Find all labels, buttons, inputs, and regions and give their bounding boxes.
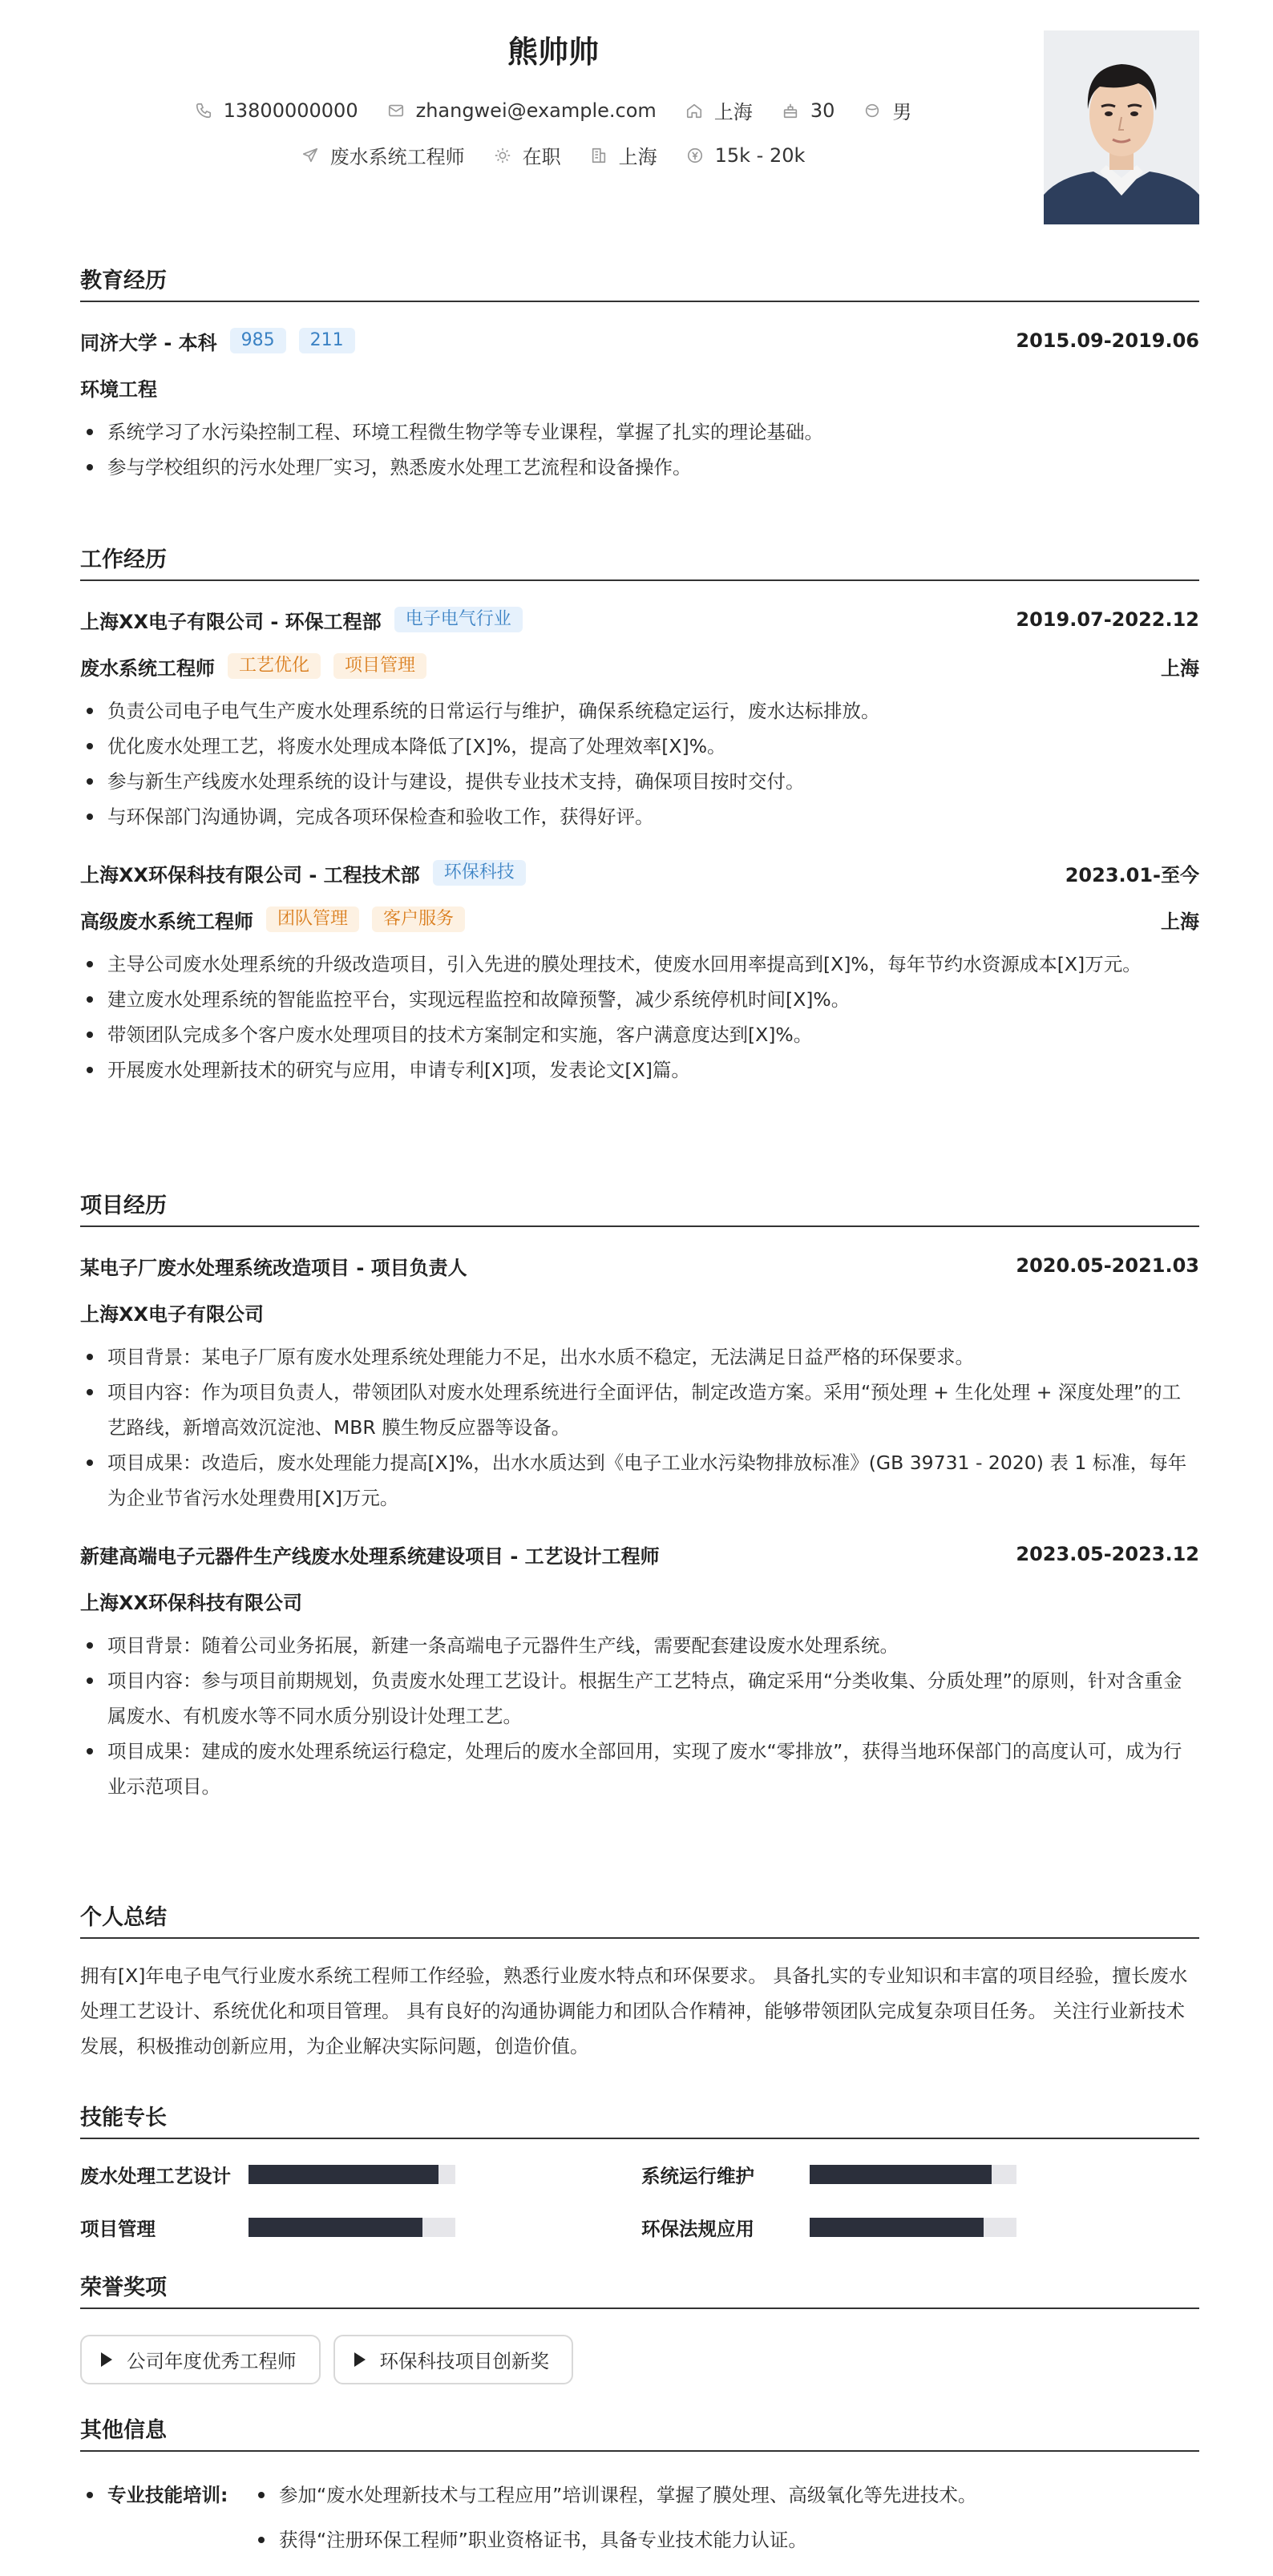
- list-item: 项目成果：改造后，废水处理能力提高[X]%，出水水质达到《电子工业水污染物排放标准》(GB 39731 - 2020) 表 1 标准，每年为企业节省污水处理费用[X]万元。: [80, 1445, 1199, 1516]
- skill-item: [641, 2160, 1199, 2189]
- job-1-industry-tag: 电子电气行业: [394, 607, 523, 632]
- list-item: 参与学校组织的污水处理厂实习，熟悉废水处理工艺流程和设备操作。: [80, 450, 1199, 485]
- play-icon: [101, 2352, 112, 2367]
- job-1-company: 上海XX电子有限公司 - 环保工程部: [80, 610, 382, 633]
- job-intent-row: [80, 141, 1026, 169]
- phone-item: [195, 99, 358, 122]
- awards-list: [80, 2335, 1199, 2384]
- job-1-role-tag: 工艺优化: [228, 653, 321, 679]
- awards-section: [80, 2270, 1199, 2384]
- skill-fill: [810, 2218, 984, 2237]
- list-item: 系统学习了水污染控制工程、环境工程微生物学等专业课程，掌握了扎实的理论基础。: [80, 414, 1199, 450]
- major-name: 环境工程: [80, 378, 157, 401]
- candidate-name: 熊帅帅: [507, 34, 599, 70]
- job-2-city: 上海: [1161, 910, 1199, 933]
- project-1-company: 上海XX电子有限公司: [80, 1302, 265, 1326]
- skill-label: 环保法规应用: [641, 2218, 754, 2240]
- school-tag-211: 211: [299, 328, 355, 353]
- age-item: [782, 99, 835, 122]
- skill-item: [80, 2160, 641, 2189]
- skill-fill: [810, 2165, 992, 2184]
- list-item: 项目内容：参与项目前期规划，负责废水处理工艺设计。根据生产工艺特点，确定采用“分类收集、分质处理”的原则，针对含重金属废水、有机废水等不同水质分别设计处理工艺。: [80, 1663, 1199, 1734]
- list-item: 参加“废水处理新技术与工程应用”培训课程，掌握了膜处理、高级氧化等先进技术。: [252, 2473, 976, 2517]
- money-icon: [686, 147, 704, 164]
- project-1-bullets: [80, 1339, 1199, 1516]
- avatar: [1044, 30, 1199, 224]
- education-entry-head: [80, 326, 1199, 355]
- project-2-head: [80, 1540, 1199, 1569]
- award-label: 公司年度优秀工程师: [127, 2350, 297, 2372]
- status-icon: [494, 147, 511, 164]
- projects-section: [80, 1188, 1199, 1804]
- position-text: 废水系统工程师: [329, 146, 465, 168]
- list-item: 主导公司废水处理系统的升级改造项目，引入先进的膜处理技术，使废水回用率提高到[X]%，每年节约水资源成本[X]万元。: [80, 947, 1199, 982]
- gender-item: [863, 96, 911, 124]
- phone-icon: [195, 102, 212, 119]
- skill-bar: [249, 2218, 455, 2237]
- skills-grid: [80, 2160, 1199, 2242]
- school-name: 同济大学 - 本科: [80, 331, 217, 354]
- avatar-illustration: [1044, 30, 1199, 224]
- job-2-bullets: [80, 947, 1199, 1088]
- age-text: 30: [810, 99, 835, 122]
- job-2-role-row: [80, 905, 1199, 934]
- status-item: [494, 141, 561, 169]
- job-1-role-tag: 项目管理: [333, 653, 426, 679]
- projects-title: 项目经历: [80, 1188, 1199, 1227]
- send-icon: [301, 147, 319, 164]
- job-2-industry-tag: 环保科技: [433, 860, 526, 886]
- summary-section: [80, 1900, 1199, 2064]
- skill-item: [80, 2213, 641, 2242]
- education-date: 2015.09-2019.06: [1016, 329, 1199, 352]
- list-item: 负责公司电子电气生产废水处理系统的日常运行与维护，确保系统稳定运行，废水达标排放。: [80, 693, 1199, 729]
- list-item: 项目背景：某电子厂原有废水处理系统处理能力不足，出水水质不稳定，无法满足日益严格的环保要求。: [80, 1339, 1199, 1375]
- list-item: 与环保部门沟通协调，完成各项环保检查和验收工作，获得好评。: [80, 799, 1199, 834]
- skill-label: 系统运行维护: [641, 2165, 754, 2187]
- job-1-city: 上海: [1161, 656, 1199, 680]
- building-icon: [590, 147, 608, 164]
- skill-fill: [249, 2218, 422, 2237]
- job-2-role-tag: 客户服务: [372, 906, 465, 932]
- target-city-item: [590, 141, 657, 169]
- award-label: 环保科技项目创新奖: [379, 2350, 549, 2372]
- list-item: 优化废水处理工艺，将废水处理成本降低了[X]%，提高了处理效率[X]%。: [80, 729, 1199, 764]
- project-1-name: 某电子厂废水处理系统改造项目 - 项目负责人: [80, 1256, 467, 1279]
- job-1-head: [80, 605, 1199, 634]
- play-icon: [354, 2352, 366, 2367]
- location-text: 上海: [713, 101, 753, 123]
- salary-item: [686, 144, 806, 167]
- mail-icon: [387, 102, 405, 119]
- education-title: 教育经历: [80, 263, 1199, 302]
- email-item: [387, 99, 657, 122]
- target-city-text: 上海: [618, 146, 657, 168]
- awards-title: 荣誉奖项: [80, 2270, 1199, 2309]
- skill-item: [641, 2213, 1199, 2242]
- list-item: 带领团队完成多个客户废水处理项目的技术方案制定和实施，客户满意度达到[X]%。: [80, 1017, 1199, 1052]
- project-2-company: 上海XX环保科技有限公司: [80, 1591, 303, 1614]
- job-1-role-row: [80, 652, 1199, 680]
- skill-bar: [810, 2165, 1016, 2184]
- job-2-role: 高级废水系统工程师: [80, 910, 253, 933]
- list-item: 项目内容：作为项目负责人，带领团队对废水处理系统进行全面评估，制定改造方案。采用“预处理 + 生化处理 + 深度处理”的工艺路线，新增高效沉淀池、MBR 膜生物反应器等设备。: [80, 1375, 1199, 1445]
- project-2-name: 新建高端电子元器件生产线废水处理系统建设项目 - 工艺设计工程师: [80, 1544, 660, 1568]
- position-item: [301, 141, 465, 169]
- project-1-date: 2020.05-2021.03: [1016, 1254, 1199, 1277]
- list-item: 参与新生产线废水处理系统的设计与建设，提供专业技术支持，确保项目按时交付。: [80, 764, 1199, 799]
- job-2-date: 2023.01-至今: [1065, 863, 1199, 886]
- skills-title: 技能专长: [80, 2100, 1199, 2139]
- age-icon: [782, 102, 799, 119]
- gender-text: 男: [892, 101, 912, 123]
- location-item: [685, 96, 753, 124]
- job-2-head: [80, 858, 1199, 887]
- contact-row: [80, 96, 1026, 124]
- skill-fill: [249, 2165, 438, 2184]
- education-section: [80, 263, 1199, 485]
- award-badge: [333, 2335, 574, 2384]
- other-bullets: [252, 2473, 976, 2562]
- work-title: 工作经历: [80, 542, 1199, 581]
- school-tag-985: 985: [230, 328, 286, 353]
- summary-title: 个人总结: [80, 1900, 1199, 1939]
- job-1-bullets: [80, 693, 1199, 834]
- skill-bar: [249, 2165, 455, 2184]
- status-text: 在职: [522, 146, 561, 168]
- project-2-date: 2023.05-2023.12: [1016, 1543, 1199, 1565]
- list-item: 项目背景：随着公司业务拓展，新建一条高端电子元器件生产线，需要配套建设废水处理系统。: [80, 1628, 1199, 1663]
- project-1-head: [80, 1251, 1199, 1280]
- list-item: 项目成果：建成的废水处理系统运行稳定，处理后的废水全部回用，实现了废水“零排放”，获得当地环保部门的高度认可，成为行业示范项目。: [80, 1734, 1199, 1804]
- job-1-role: 废水系统工程师: [80, 656, 215, 680]
- skill-label: 废水处理工艺设计: [80, 2165, 231, 2187]
- other-label: 专业技能培训:: [80, 2473, 252, 2562]
- job-2-company: 上海XX环保科技有限公司 - 工程技术部: [80, 863, 420, 886]
- list-item: 获得“注册环保工程师”职业资格证书，具备专业技术能力认证。: [252, 2517, 976, 2562]
- job-2-role-tag: 团队管理: [266, 906, 359, 932]
- skills-section: [80, 2100, 1199, 2242]
- home-icon: [685, 102, 703, 119]
- other-title: 其他信息: [80, 2412, 1199, 2452]
- email-text: zhangwei@example.com: [415, 99, 657, 122]
- list-item: 建立废水处理系统的智能监控平台，实现远程监控和故障预警，减少系统停机时间[X]%。: [80, 982, 1199, 1017]
- project-2-bullets: [80, 1628, 1199, 1804]
- salary-text: 15k - 20k: [714, 143, 806, 167]
- skill-label: 项目管理: [80, 2218, 156, 2240]
- work-section: [80, 542, 1199, 1088]
- other-section: [80, 2412, 1199, 2562]
- list-item: 开展废水处理新技术的研究与应用，申请专利[X]项，发表论文[X]篇。: [80, 1052, 1199, 1088]
- summary-text: 拥有[X]年电子电气行业废水系统工程师工作经验，熟悉行业废水特点和环保要求。 具备扎实的专业知识和丰富的项目经验，擅长废水处理工艺设计、系统优化和项目管理。 具有良好的沟通协调能力和团队合作精神，能够带领团队完成复杂项目任务。 关注行业新技术发展，积极推动创新应用，为企业解决实际问题，创造价值。: [80, 1964, 1188, 2057]
- gender-icon: [863, 102, 881, 119]
- job-1-date: 2019.07-2022.12: [1016, 608, 1199, 631]
- award-badge: [80, 2335, 321, 2384]
- phone-text: 13800000000: [223, 99, 358, 122]
- other-row: [80, 2473, 1199, 2562]
- skill-bar: [810, 2218, 1016, 2237]
- education-bullets: [80, 414, 1199, 485]
